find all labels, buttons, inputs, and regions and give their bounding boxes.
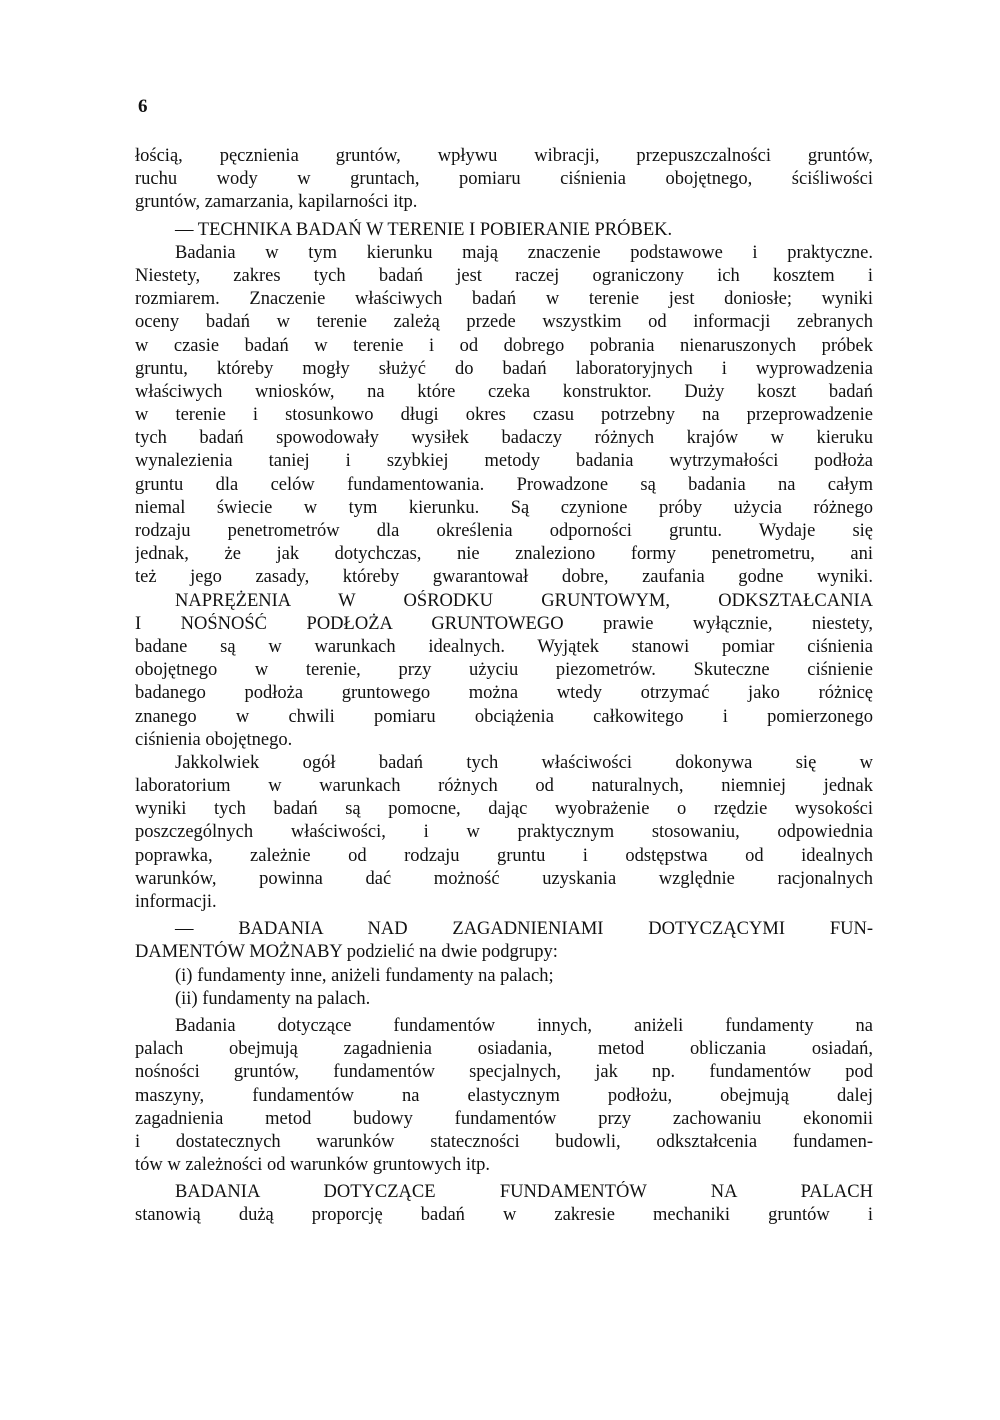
text-line: Badania dotyczące fundamentów innych, aniżeli fundamenty na <box>175 1015 873 1036</box>
page-number: 6 <box>138 96 148 117</box>
text-line: zagadnienia metod budowy fundamentów przy zachowaniu ekonomii <box>135 1108 873 1129</box>
text-line: gruntu, któreby mogły służyć do badań laboratoryjnych i wyprowadzenia <box>135 358 873 379</box>
list-item: (i) fundamenty inne, aniżeli fundamenty na palach; <box>175 965 554 986</box>
text-line: badane są w warunkach idealnych. Wyjątek stanowi pomiar ciśnienia <box>135 636 873 657</box>
paragraph-foundations-intro <box>135 918 873 964</box>
text-line: rozmiarem. Znaczenie właściwych badań w terenie jest doniosłe; wyniki <box>135 289 873 310</box>
text-line: I NOŚNOŚĆ PODŁOŻA GRUNTOWEGO prawie wyłącznie, niestety, <box>135 613 873 634</box>
text-line: łością, pęcznienia gruntów, wpływu wibracji, przepuszczalności gruntów, <box>135 146 873 166</box>
text-line: poszczególnych właściwości, i w praktycznym stosowaniu, odpowiednia <box>135 822 873 843</box>
text-line: znanego w chwili pomiaru obciążenia całkowitego i pomierzonego <box>135 706 873 727</box>
text-line: Niestety, zakres tych badań jest raczej ograniczony ich kosztem i <box>135 265 873 286</box>
text-line: gruntu dla celów fundamentowania. Prowadzone są badania na całym <box>135 474 873 495</box>
paragraph-field-testing <box>135 219 873 590</box>
section-heading: BADANIA DOTYCZĄCE FUNDAMENTÓW NA PALACH <box>175 1182 873 1203</box>
section-heading: NAPRĘŻENIA W OŚRODKU GRUNTOWYM, ODKSZTAŁCANIA <box>175 590 873 611</box>
paragraph-soil-properties-end <box>135 145 873 215</box>
text-line: ruchu wody w gruntach, pomiaru ciśnienia obojętnego, ściśliwości <box>135 169 873 190</box>
text-line: gruntów, zamarzania, kapilarności itp. <box>135 192 418 213</box>
text-line: maszyny, fundamentów na elastycznym podłożu, obejmują dalej <box>135 1085 873 1106</box>
text-line: w terenie i stosunkowo długi okres czasu potrzebny na przeprowadzenie <box>135 405 873 426</box>
paragraph-laboratory <box>135 752 873 914</box>
text-line: obojętnego w terenie, przy użyciu piezometrów. Skuteczne ciśnienie <box>135 660 873 681</box>
text-line: badanego podłoża gruntowego można wtedy otrzymać jako różnicę <box>135 683 873 704</box>
text-line: DAMENTÓW MOŻNABY podzielić na dwie podgrupy: <box>135 942 558 963</box>
list-item: (ii) fundamenty na palach. <box>175 988 371 1009</box>
body-text <box>135 145 873 1228</box>
text-line: informacji. <box>135 892 217 912</box>
text-line: też jego zasady, któreby gwarantował dobre, zaufania godne wyniki. <box>135 567 873 588</box>
text-line: niemal świecie w tym kierunku. Są czynione próby użycia różnego <box>135 497 873 518</box>
paragraph-pile-foundations <box>135 1181 873 1227</box>
section-heading: — BADANIA NAD ZAGADNIENIAMI DOTYCZĄCYMI FUN- <box>175 919 873 940</box>
text-line: wynalezienia taniej i szybkiej metody badania wytrzymałości podłoża <box>135 451 873 472</box>
text-line: tów w zależności od warunków gruntowych itp. <box>135 1155 491 1176</box>
text-line: nośności gruntów, fundamentów specjalnych, jak np. fundamentów pod <box>135 1062 873 1083</box>
text-line: i dostatecznych warunków stateczności budowli, odkształcenia fundamen- <box>135 1131 873 1152</box>
text-line: Badania w tym kierunku mają znaczenie podstawowe i praktyczne. <box>175 242 873 263</box>
section-heading: — TECHNIKA BADAŃ W TERENIE I POBIERANIE PRÓBEK. <box>175 219 673 240</box>
text-line: laboratorium w warunkach różnych od naturalnych, niemniej jednak <box>135 776 873 797</box>
text-line: jednak, że jak dotychczas, nie znaleziono formy penetrometru, ani <box>135 544 873 565</box>
text-line: ciśnienia obojętnego. <box>135 729 293 750</box>
text-line: Jakkolwiek ogół badań tych właściwości dokonywa się w <box>175 752 873 773</box>
text-line: wyniki tych badań są pomocne, dając wyobrażenie o rzędzie wysokości <box>135 799 873 820</box>
text-line: poprawka, zależnie od rodzaju gruntu i odstępstwa od idealnych <box>135 845 873 866</box>
text-line: właściwych wniosków, na które czeka konstruktor. Duży koszt badań <box>135 381 873 402</box>
text-line: stanowią dużą proporcję badań w zakresie mechaniki gruntów i <box>135 1205 873 1226</box>
text-line: tych badań spowodowały wysiłek badaczy różnych krajów w kieruku <box>135 428 873 449</box>
paragraph-stresses <box>135 590 873 752</box>
text-line: oceny badań w terenie zależą przede wszystkim od informacji zebranych <box>135 312 873 333</box>
subgroup-list <box>135 965 873 1011</box>
paragraph-other-foundations <box>135 1015 873 1177</box>
text-line: w czasie badań w terenie i od dobrego pobrania nienaruszonych próbek <box>135 335 873 356</box>
text-line: rodzaju penetrometrów dla określenia odporności gruntu. Wydaje się <box>135 521 873 541</box>
text-line: warunków, powinna dać możność uzyskania względnie racjonalnych <box>135 868 873 889</box>
text-line: palach obejmują zagadnienia osiadania, metod obliczania osiadań, <box>135 1039 873 1060</box>
